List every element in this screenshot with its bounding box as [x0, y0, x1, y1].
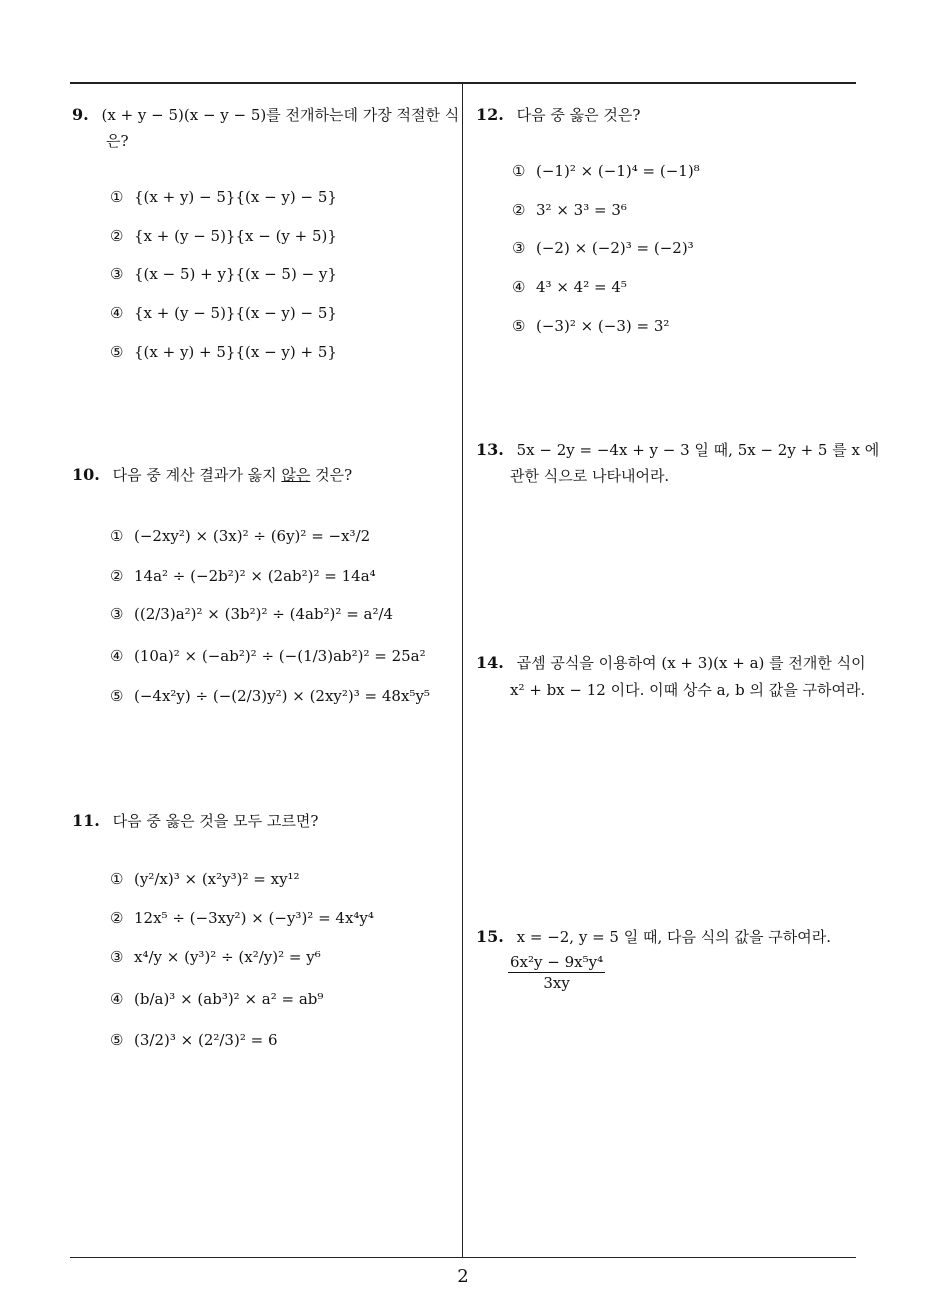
option-mark: ①	[110, 870, 124, 888]
q12-option-3[interactable]	[512, 237, 694, 259]
option-expr: 3² × 3³ = 3⁶	[536, 201, 627, 219]
fraction-numerator: 6x²y − 9x⁵y⁴	[510, 953, 604, 971]
option-expr: 4³ × 4² = 4⁵	[536, 278, 627, 296]
option-expr: {x + (y − 5)}{x − (y + 5)}	[134, 227, 337, 245]
question-number: 11.	[72, 811, 100, 830]
q11-option-1[interactable]	[110, 868, 300, 890]
fraction-denominator: 3xy	[543, 974, 570, 992]
q15-fraction	[508, 952, 605, 993]
q12-option-2[interactable]	[512, 199, 627, 221]
question-text: x = −2, y = 5 일 때, 다음 식의 값을 구하여라.	[516, 928, 831, 946]
q9-option-1[interactable]	[110, 186, 337, 208]
question-text-underlined: 않은	[281, 466, 311, 484]
option-expr: {(x + y) − 5}{(x − y) − 5}	[134, 188, 337, 206]
question-text: 다음 중 옳은 것은?	[516, 106, 641, 124]
option-mark: ②	[110, 227, 124, 245]
option-mark: ③	[110, 948, 124, 966]
option-expr: (3/2)³ × (2²/3)² = 6	[134, 1031, 278, 1049]
option-expr: x⁴/y × (y³)² ÷ (x²/y)² = y⁶	[134, 948, 321, 966]
q9-option-5[interactable]	[110, 341, 337, 363]
question-14-text-cont: x² + bx − 12 이다. 이때 상수 a, b 의 값을 구하여라.	[510, 681, 866, 699]
question-14	[476, 650, 866, 676]
option-mark: ⑤	[512, 317, 526, 335]
option-mark: ③	[512, 239, 526, 257]
question-number: 9.	[72, 105, 89, 124]
q9-option-2[interactable]	[110, 225, 337, 247]
option-mark: ①	[512, 162, 526, 180]
question-number: 10.	[72, 465, 100, 484]
option-mark: ⑤	[110, 343, 124, 361]
q12-option-4[interactable]	[512, 276, 627, 298]
q12-option-1[interactable]	[512, 160, 700, 182]
question-15	[476, 924, 831, 950]
question-text: (x + y − 5)(x − y − 5)를 전개하는데 가장 적절한 식	[101, 106, 460, 124]
question-9-text-cont: 은?	[106, 132, 129, 150]
option-mark: ①	[110, 188, 124, 206]
question-text-post: 것은?	[310, 466, 353, 484]
option-mark: ①	[110, 527, 124, 545]
option-mark: ④	[110, 990, 124, 1008]
page-number: 2	[457, 1266, 469, 1287]
option-mark: ③	[110, 265, 124, 283]
option-expr: ((2/3)a²)² × (3b²)² ÷ (4ab²)² = a²/4	[134, 605, 394, 623]
option-mark: ④	[110, 304, 124, 322]
option-expr: (−2) × (−2)³ = (−2)³	[536, 239, 694, 257]
option-expr: (−4x²y) ÷ (−(2/3)y²) × (2xy²)³ = 48x⁵y⁵	[134, 687, 430, 705]
question-12	[476, 102, 640, 128]
option-mark: ②	[512, 201, 526, 219]
option-expr: (−1)² × (−1)⁴ = (−1)⁸	[536, 162, 700, 180]
question-text: 5x − 2y = −4x + y − 3 일 때, 5x − 2y + 5 를 x 에	[516, 441, 880, 459]
q10-option-2[interactable]	[110, 565, 376, 587]
q12-option-5[interactable]	[512, 315, 669, 337]
option-expr: (−2xy²) × (3x)² ÷ (6y)² = −x³/2	[134, 527, 371, 545]
q10-option-5[interactable]	[110, 685, 430, 707]
question-9	[72, 102, 459, 128]
q9-option-4[interactable]	[110, 302, 337, 324]
option-expr: (b/a)³ × (ab³)² × a² = ab⁹	[134, 990, 324, 1008]
option-expr: 12x⁵ ÷ (−3xy²) × (−y³)² = 4x⁴y⁴	[134, 909, 374, 927]
option-mark: ⑤	[110, 687, 124, 705]
question-number: 14.	[476, 653, 504, 672]
column-divider	[462, 83, 463, 1257]
q10-option-3[interactable]	[110, 603, 393, 625]
option-mark: ②	[110, 909, 124, 927]
question-number: 12.	[476, 105, 504, 124]
question-text: 다음 중 옳은 것을 모두 고르면?	[112, 812, 319, 830]
option-expr: {(x + y) + 5}{(x − y) + 5}	[134, 343, 337, 361]
option-expr: (10a)² × (−ab²)² ÷ (−(1/3)ab²)² = 25a²	[134, 647, 426, 665]
option-expr: (y²/x)³ × (x²y³)² = xy¹²	[134, 870, 300, 888]
q11-option-2[interactable]	[110, 907, 374, 929]
option-mark: ④	[512, 278, 526, 296]
question-text: 곱셈 공식을 이용하여 (x + 3)(x + a) 를 전개한 식이	[516, 654, 866, 672]
question-number: 13.	[476, 440, 504, 459]
q10-option-1[interactable]	[110, 525, 370, 547]
option-expr: (−3)² × (−3) = 3²	[536, 317, 670, 335]
option-expr: 14a² ÷ (−2b²)² × (2ab²)² = 14a⁴	[134, 567, 376, 585]
question-text-pre: 다음 중 계산 결과가 옳지	[112, 466, 282, 484]
option-mark: ⑤	[110, 1031, 124, 1049]
q11-option-3[interactable]	[110, 946, 321, 968]
q10-option-4[interactable]	[110, 645, 426, 667]
option-mark: ②	[110, 567, 124, 585]
question-number: 15.	[476, 927, 504, 946]
option-expr: {(x − 5) + y}{(x − 5) − y}	[134, 265, 337, 283]
q11-option-4[interactable]	[110, 988, 323, 1010]
question-13	[476, 437, 879, 463]
option-mark: ④	[110, 647, 124, 665]
q11-option-5[interactable]	[110, 1029, 277, 1051]
bottom-rule	[70, 1257, 856, 1258]
option-expr: {x + (y − 5)}{(x − y) − 5}	[134, 304, 337, 322]
q9-option-3[interactable]	[110, 263, 337, 285]
top-rule	[70, 82, 856, 84]
option-mark: ③	[110, 605, 124, 623]
question-11	[72, 808, 318, 834]
question-13-text-cont: 관한 식으로 나타내어라.	[510, 467, 670, 485]
question-10	[72, 462, 352, 488]
